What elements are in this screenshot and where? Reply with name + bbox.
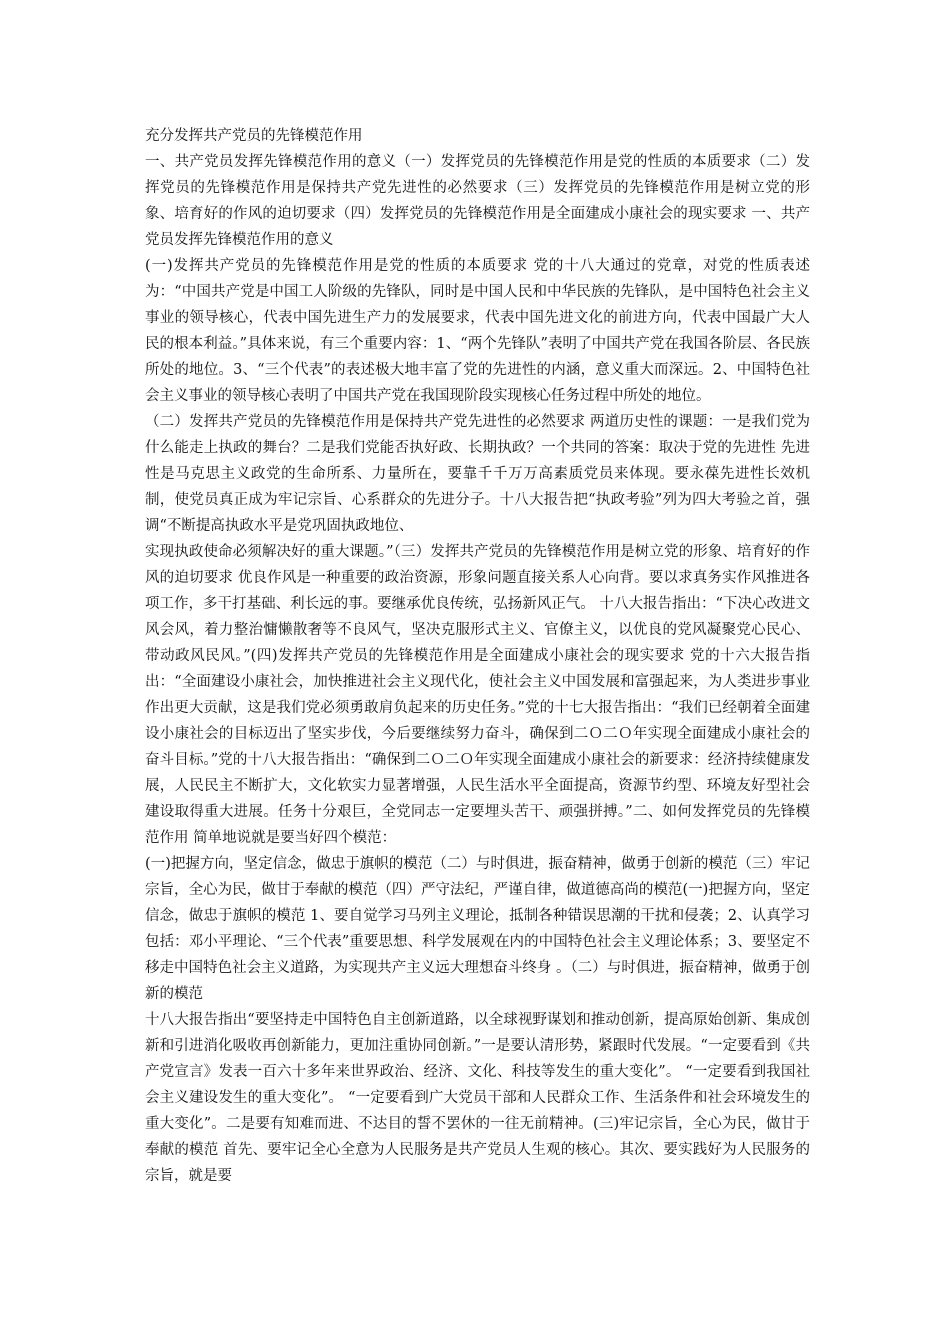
paragraph-3: （二）发挥共产党员的先锋模范作用是保持共产党先进性的必然要求 两道历史性的课题：一是我们党为什么能走上执政的舞台？二是我们党能否执好政、长期执政？一个共同的答案：取决于党的先进性 先进性是马克思主义政党的生命所系、力量所在，要靠千千万万高素质党员来体现。要永葆先进性长效机制，使党员真正成为牢记宗旨、心系群众的先进分子。十八大报告把“执政考验”列为四大考验之首，强调“不断提高执政水平是党巩固执政地位、 [145,414,810,534]
paragraph-2: (一)发挥共产党员的先锋模范作用是党的性质的本质要求 党的十八大通过的党章，对党的性质表述为：“中国共产党是中国工人阶级的先锋队，同时是中国人民和中华民族的先锋队，是中国特色社会主义事业的领导核心，代表中国先进生产力的发展要求，代表中国先进文化的前进方向，代表中国最广大人民的根本利益。”具体来说，有三个重要内容：1、“两个先锋队”表明了中国共产党在我国各阶层、各民族所处的地位。3、“三个代表”的表述极大地丰富了党的先进性的内涵，意义重大而深远。2、中国特色社会主义事业的领导核心表明了中国共产党在我国现阶段实现核心任务过程中所处的地位。 [145,258,810,404]
paragraph-1: 一、共产党员发挥先锋模范作用的意义（一）发挥党员的先锋模范作用是党的性质的本质要求（二）发挥党员的先锋模范作用是保持共产党先进性的必然要求（三）发挥党员的先锋模范作用是树立党的形象、培育好的作风的迫切要求（四）发挥党员的先锋模范作用是全面建成小康社会的现实要求 一、共产党员发挥先锋模范作用的意义 [145,154,810,248]
paragraph-6: 十八大报告指出“要坚持走中国特色自主创新道路，以全球视野谋划和推动创新，提高原始创新、集成创新和引进消化吸收再创新能力，更加注重协同创新。”一是要认清形势，紧跟时代发展。“一定要看到《共产党宣言》发表一百六十多年来世界政治、经济、文化、科技等发生的重大变化”。 “一定要看到我国社会主义建设发生的重大变化”。 “一定要看到广大党员干部和人民群众工作、生活条件和社会环境发生的重大变化”。二是要有知难而进、不达目的誓不罢休的一往无前精神。(三)牢记宗旨，全心为民，做甘于奉献的模范 首先、要牢记全心全意为人民服务是共产党员人生观的核心。其次、要实践好为人民服务的宗旨，就是要 [145,1012,810,1184]
paragraph-4: 实现执政使命必须解决好的重大课题。”（三）发挥共产党员的先锋模范作用是树立党的形象、培育好的作风的迫切要求 优良作风是一种重要的政治资源，形象问题直接关系人心向背。要以求真务实作风推进各项工作，多干打基础、利长远的事。要继承优良传统，弘扬新风正气。 十八大报告指出：“下决心改进文风会风，着力整治慵懒散奢等不良风气，坚决克服形式主义、官僚主义，以优良的党风凝聚党心民心、带动政风民风。”(四)发挥共产党员的先锋模范作用是全面建成小康社会的现实要求 党的十六大报告指出：“全面建设小康社会，加快推进社会主义现代化，使社会主义中国发展和富强起来，为人类进步事业作出更大贡献，这是我们党必须勇敢肩负起来的历史任务。”党的十七大报告指出：“我们已经朝着全面建设小康社会的目标迈出了坚实步伐，今后要继续努力奋斗，确保到二Ｏ二Ｏ年实现全面建成小康社会的奋斗目标。”党的十八大报告指出：“确保到二Ｏ二Ｏ年实现全面建成小康社会的新要求：经济持续健康发展，人民民主不断扩大，文化软实力显著增强，人民生活水平全面提高，资源节约型、环境友好型社会建设取得重大进展。任务十分艰巨，全党同志一定要埋头苦干、顽强拼搏。”二、如何发挥党员的先锋模范作用 简单地说就是要当好四个模范： [145,544,810,846]
document-title: 充分发挥共产党员的先锋模范作用 [145,128,363,144]
document-page [145,123,810,1189]
paragraph-5: (一)把握方向，坚定信念，做忠于旗帜的模范（二）与时俱进，振奋精神，做勇于创新的模范（三）牢记宗旨，全心为民，做甘于奉献的模范（四）严守法纪，严谨自律，做道德高尚的模范(一)把握方向，坚定信念，做忠于旗帜的模范 1、要自觉学习马列主义理论，抵制各种错误思潮的干扰和侵袭；2、认真学习包括：邓小平理论、“三个代表”重要思想、科学发展观在内的中国特色社会主义理论体系；3、要坚定不移走中国特色社会主义道路，为实现共产主义远大理想奋斗终身 。（二）与时俱进，振奋精神，做勇于创新的模范 [145,856,810,1002]
